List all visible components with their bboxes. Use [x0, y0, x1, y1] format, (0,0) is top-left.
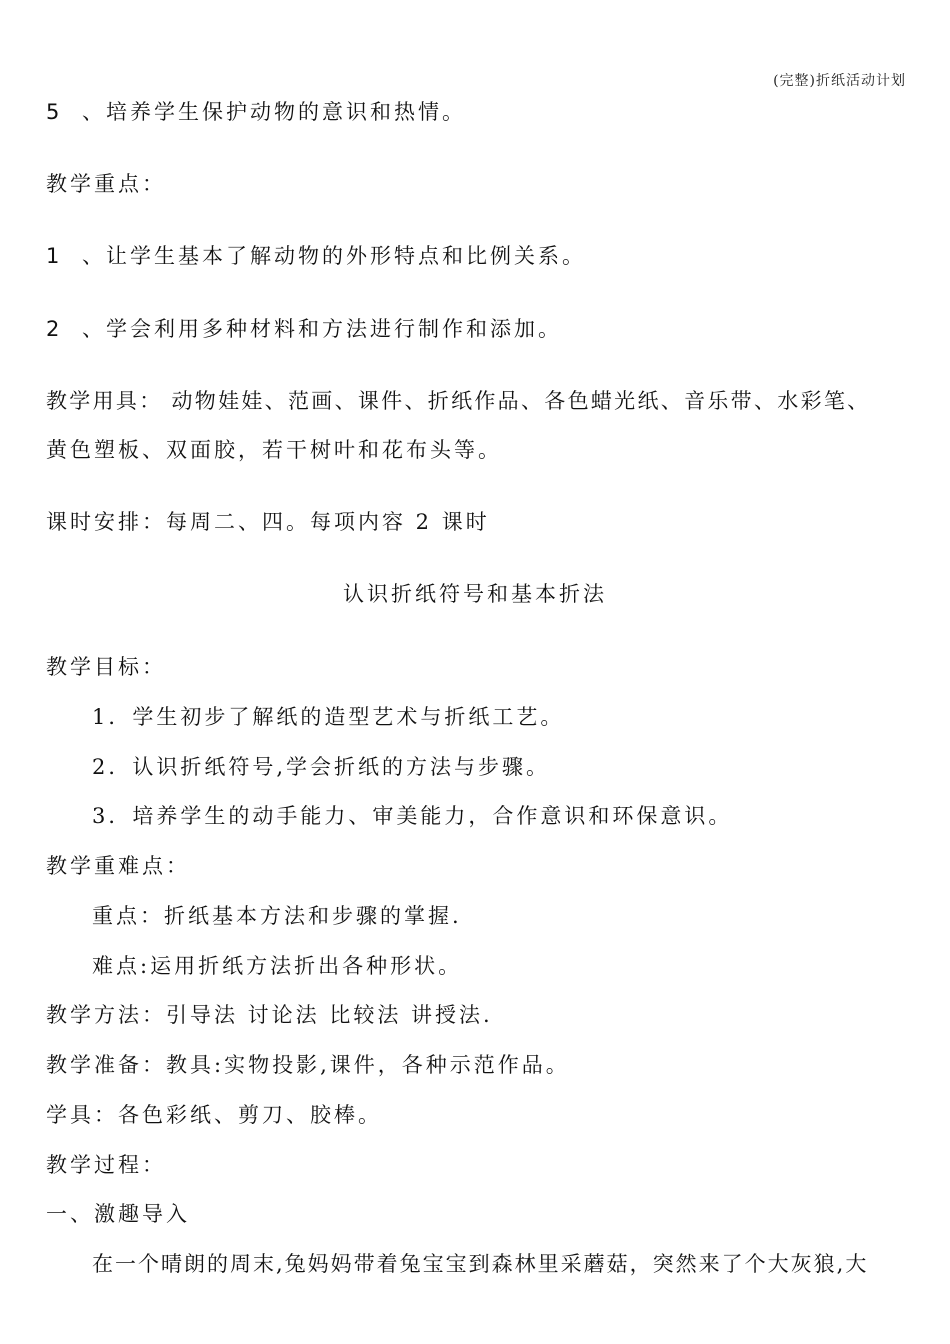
schedule-line: 课时安排：每周二、四。每项内容 2 课时 — [46, 510, 490, 534]
difficult-point-line: 难点:运用折纸方法折出各种形状。 — [92, 954, 463, 978]
goal-5-number: 5 — [46, 100, 63, 124]
key-point-1-number: 1 — [46, 244, 63, 268]
student-tools-line: 学具：各色彩纸、剪刀、胶棒。 — [46, 1103, 382, 1127]
key-point-2-line — [46, 313, 562, 343]
key-point-1-text: 、让学生基本了解动物的外形特点和比例关系。 — [82, 244, 586, 268]
goal-5-text: 、培养学生保护动物的意识和热情。 — [82, 100, 466, 124]
process-heading: 教学过程： — [46, 1153, 166, 1177]
lesson-title: 认识折纸符号和基本折法 — [343, 582, 607, 606]
goal-5-line — [46, 96, 466, 126]
teaching-tools-line-2: 黄色塑板、双面胶，若干树叶和花布头等。 — [46, 438, 502, 462]
teaching-tools-line-1: 教学用具： 动物娃娃、范画、课件、折纸作品、各色蜡光纸、音乐带、水彩笔、 — [46, 389, 871, 413]
key-point-1-line — [46, 240, 586, 270]
teaching-methods-line: 教学方法：引导法 讨论法 比较法 讲授法. — [46, 1003, 493, 1027]
document-header-title: (完整)折纸活动计划 — [773, 73, 906, 89]
difficulty-heading: 教学重难点： — [46, 854, 190, 878]
step-1-heading: 一、激趣导入 — [46, 1202, 190, 1226]
objective-item-2: 2．认识折纸符号,学会折纸的方法与步骤。 — [92, 755, 551, 779]
key-point-2-text: 、学会利用多种材料和方法进行制作和添加。 — [82, 317, 562, 341]
teaching-preparation-line: 教学准备：教具:实物投影,课件，各种示范作品。 — [46, 1053, 570, 1077]
key-point-line: 重点：折纸基本方法和步骤的掌握. — [92, 904, 462, 928]
objectives-heading: 教学目标： — [46, 655, 166, 679]
objective-item-3: 3．培养学生的动手能力、审美能力，合作意识和环保意识。 — [92, 804, 733, 828]
objective-item-1: 1．学生初步了解纸的造型艺术与折纸工艺。 — [92, 705, 565, 729]
key-points-heading: 教学重点： — [46, 172, 166, 196]
step-1-paragraph: 在一个晴朗的周末,兔妈妈带着兔宝宝到森林里采蘑菇，突然来了个大灰狼,大 — [92, 1252, 869, 1276]
key-point-2-number: 2 — [46, 317, 63, 341]
